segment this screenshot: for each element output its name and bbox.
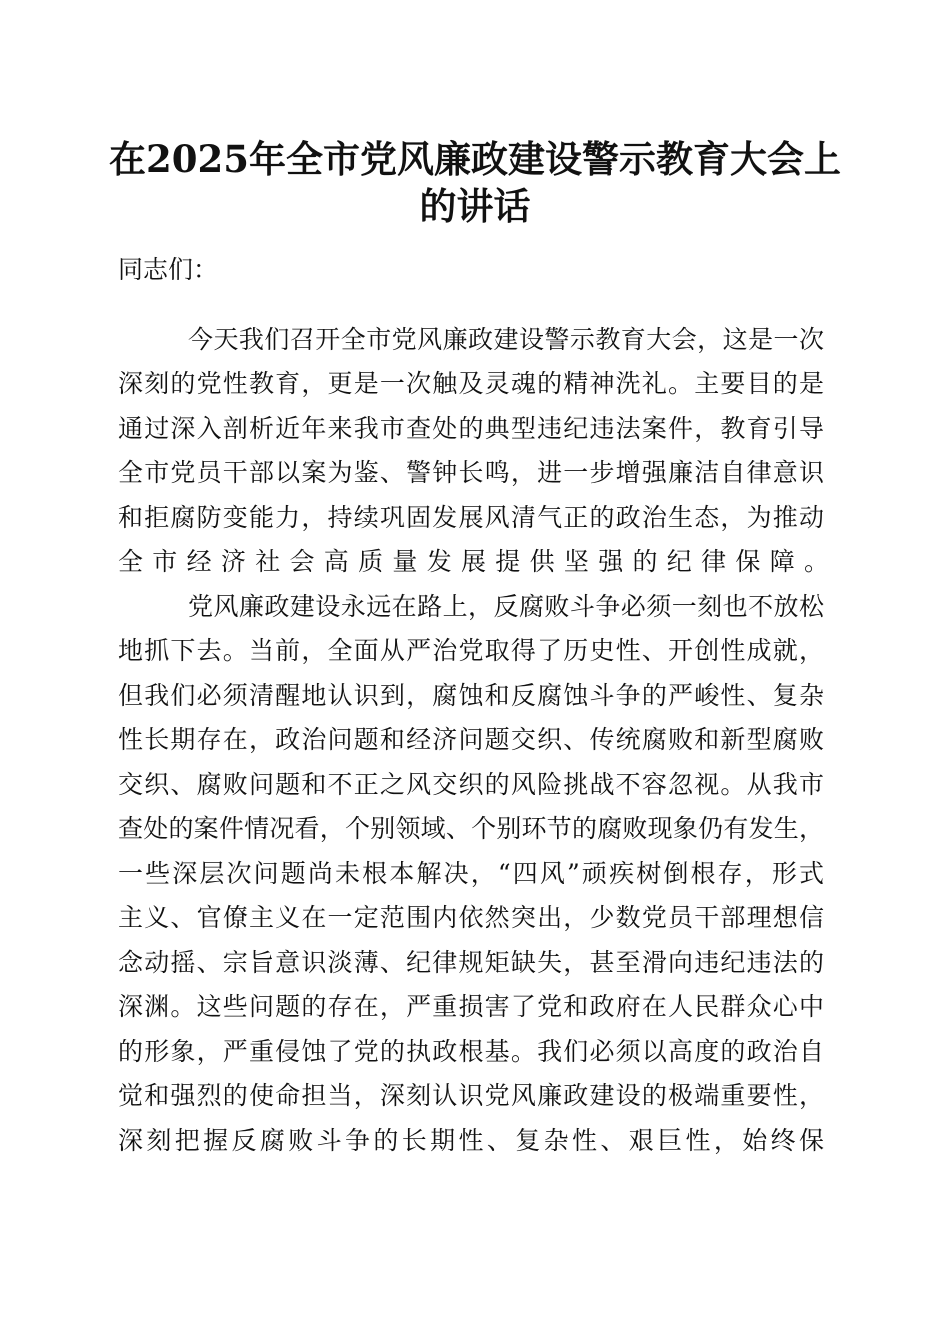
text-line: 通过深入剖析近年来我市查处的典型违纪违法案件，教育引导 [118, 413, 824, 443]
text-line: 的形象，严重侵蚀了党的执政根基。我们必须以高度的政治自 [118, 1036, 824, 1066]
text-line: 地抓下去。当前，全面从严治党取得了历史性、开创性成就， [118, 636, 824, 665]
text-line: 深刻把握反腐败斗争的长期性、复杂性、艰巨性，始终保 [118, 1125, 824, 1155]
greeting: 同志们： [118, 255, 219, 284]
paragraph-1 [118, 318, 839, 585]
text-line: 深渊。这些问题的存在，严重损害了党和政府在人民群众心中 [118, 992, 824, 1021]
text-line: 全市党员干部以案为鉴、警钟长鸣，进一步增强廉洁自律意识 [118, 458, 824, 487]
text-line: 主义、官僚主义在一定范围内依然突出，少数党员干部理想信 [118, 903, 824, 932]
text-line: 今天我们召开全市党风廉政建设警示教育大会，这是一次 [188, 324, 824, 354]
paragraph-2 [118, 585, 824, 1164]
text-line: 全市经济社会高质量发展提供坚强的纪律保障。 [118, 547, 839, 576]
text-line: 深刻的党性教育，更是一次触及灵魂的精神洗礼。主要目的是 [118, 369, 824, 398]
text-line: 念动摇、宗旨意识淡薄、纪律规矩缺失，甚至滑向违纪违法的 [118, 947, 824, 977]
text-line: 和拒腐防变能力，持续巩固发展风清气正的政治生态，为推动 [118, 502, 824, 532]
title-line-2: 的讲话 [419, 184, 531, 228]
text-line: 查处的案件情况看，个别领域、个别环节的腐败现象仍有发生， [118, 814, 824, 843]
text-line: 一些深层次问题尚未根本解决，“四风”顽疾树倒根存，形式 [118, 858, 824, 888]
document-body [118, 248, 839, 1163]
text-line: 性长期存在，政治问题和经济问题交织、传统腐败和新型腐败 [118, 725, 824, 754]
text-line: 交织、腐败问题和不正之风交织的风险挑战不容忽视。从我市 [118, 769, 824, 799]
text-line: 党风廉政建设永远在路上，反腐败斗争必须一刻也不放松 [188, 591, 824, 621]
text-line: 但我们必须清醒地认识到，腐蚀和反腐蚀斗争的严峻性、复杂 [118, 680, 824, 710]
text-line: 觉和强烈的使命担当，深刻认识党风廉政建设的极端重要性， [118, 1081, 824, 1110]
document-title [0, 136, 950, 230]
title-line-1: 在2025年全市党风廉政建设警示教育大会上 [109, 137, 841, 181]
